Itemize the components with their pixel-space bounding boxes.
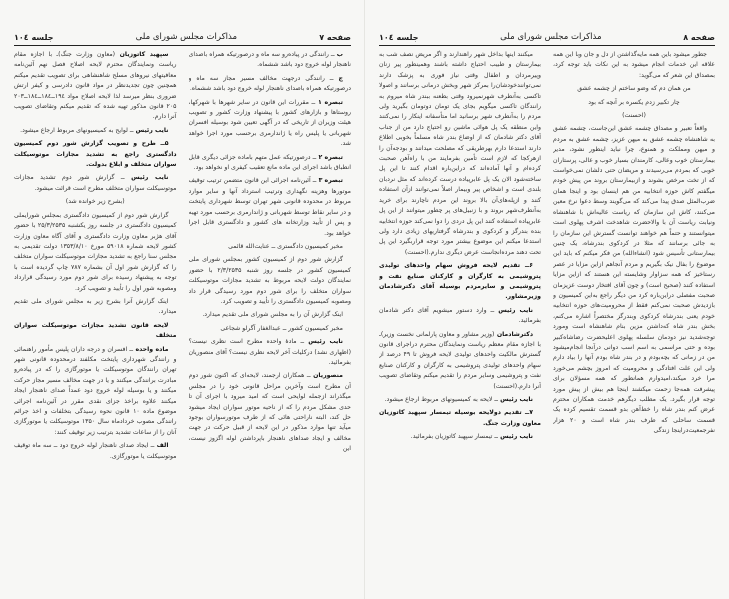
paragraph-text: واقعاً تعبیر و مصداق چشمه عشق این‌جاست، چشمه عشق به شاهنشاه چشمه عشق به میهن عزیز، چشمه عشق به مردم و میهن ومملکت و همنوع، چرا نباید اینطور نشود، مدیر بیمارستان خوب وعالی، کارمندان بسیار خوب و عالی، پرستاران خوبی که بمردم می‌رسیدند و مریضان حتی دلشان نمی‌خواست که از تخت مرخص بشوند و ازبیمارستان بروند من پیش خودم میگفتم کاش حوزه انتخابیه من هم اینسان بود و اینجا همان ضرب‌المثل صدق پیدا می‌کند که می‌گویند وسط دعوا نرخ معین می‌کنند، کاش این سازمان که ریاست عالیه‌اش با شاهنشاه ونیابت ریاست آن با والاحضرت شاهدخت اشرف پهلوی است میتوانستند و حتماً هم خواهند توانست گسترش این سازمان را به جائی برسانند که مثلا در کردکوی بندرشاه، یک چنین بیمارستانی تأسیس شود (انشاءالله) من فکر میکنم که باید این موضوع را بفال نیک بگیریم و مردم آنجاهم ازاین مزایا در عصر رستاخیز که همه سزاوار وشایسته این هستند که ازاین مزایا استفاده کنند (صحیح است) و چون آقای افتخار دوست عزیزمان صحبت مفصلی دراین‌باره کرد من دیگر راجع به‌این کمیسیون و بازدیدش صحبت نمی‌کنم فقط از محرومیت‌های حوزه انتخابیه خودم یعنی بندرشاه کردکوی وبندرگز مختصراً اشاره می‌کنم، بخش بندر شاه که‌داشتن مزین بنام شاهنشاه است ومورد توجه‌شدید نیز دودمان سلسله پهلوی اعلیحضرت رضاشاه‌کبیر بوده و حتی مراسمی به اسم اسب دوانی درآنجا انجام‌میشود من در زمانی که بچه‌بودم و در بندر شاه بودم آنها را بیاد دارم ولی این علت افتادگی و محرومیت که امروز بچشم می‌خورد مرا خرد میکند،امیدوارم همانطور که همه مسؤلان برای پیشرفت همه‌جا زحمت میکشند اینجا هم بیش از پیش مورد توجه قرار بگیرد. یک مطلب دیگرهم خدمت همکاران محترم عرض کنم بندر شاه را خط‌آهن بدو قسمت تقسیم کرده یک قسمت ساحلی که طرف بندر شاه است و ۲۰ هزار نفرجمعیت‌دراینجا زندگی xyxy=(553,125,715,435)
paragraph xyxy=(14,50,177,123)
speaker-name: نایب رئیس xyxy=(304,338,343,346)
speaker-name: تبصره ۱ xyxy=(315,98,343,106)
paragraph-text: ۷ــ تقدیم دولایحه بوسیله تیمسار سپهبد کاتوزیان معاون وزارت جنگ. xyxy=(379,409,541,427)
paragraph-text: ــ همکاران ارجمند، لایحه‌ای که اکنون شور دوم آن مطرح است وآخرین مراحل قانونی خود را در مجلس میگذراند ازجمله لوایحی است که امید میرود با اجرای آن تا حدی مشکل مردم را که از ناحیه موتور سواران ایجاد میشود حل کند، البته ناراحتی هائی که از طرف موتورسواران بوجود میآید تنها موارد مذکور در این لایحه از قبیل حرکت در جهت مخالف و ایجاد صداهای ناهنجار باپرداشتن لوله اگزوز نیست، این xyxy=(188,372,351,453)
paragraph-text: ــ افسران و درجه داران پلیس مأمور راهنمائی و رانندگی شهرداری پایتخت مکلفند درمحدوده قانونی شهر تهران رانندگان موتوسیکلت یا موتورگازی را که در پیاده‌رو مبادرت برانندگی میکنند و یا در جهت مخالف مسیر مجاز حرکت میکنند و یا بوسیله لوله خروج دود عمداً صدای ناهنجار ایجاد میکنند علاوه براخذ جزای نقدی مقرر در آئین‌نامه اجرائی موضوع ماده ۱۰ قانون نحوه رسیدگی بتخلفات و اخذ جرائم رانندگی مصوب خردادماه سال ۱۳۵۰ موتوسیکلت یا موتورگازی آنان را از ساعات تشدید بترتیب زیر توقیف کنند: xyxy=(14,345,177,436)
paragraph-text: ــ لایحه به کمیسیونهای مربوط ارجاع میشود. xyxy=(384,396,498,403)
speaker-name: ج xyxy=(333,74,343,82)
paragraph-text: مخبر کمیسیون دادگستری ــ عنایت‌الله قائمی xyxy=(228,242,343,250)
paragraph xyxy=(14,197,177,207)
right-page-session: جلسه ۱۰٤ xyxy=(379,33,419,42)
speaker-name: سپهبد کاتوزیان xyxy=(115,51,169,58)
paragraph-text: چار تکبیر زدم یکسره بر آنچه که بود xyxy=(588,98,680,106)
paragraph xyxy=(14,297,177,318)
paragraph-text: (معاون وزارت جنگ)ـ با اجازه مقام ریاست ونمایندگان محترم لایحه اصلاح فصل نهم آئین‌نامه معافیتهای نیروهای مسلح شاهنشاهی برای تصویب تقدیم میکنم همچنین چون تجدیدنظر در مواد قانون دادرسی و کیفر ارتش ضروری بنظر میرسد لذا لایحه اصلاح مواد ۱۹٤ــ۱۸٤ــ۱۸٤ــ۲۰۳ ۲۰۵ قانون مذکور تهیه شده که تقدیم میکنم وتقاضای تصویب آنرا دارم. xyxy=(14,51,177,121)
paragraph xyxy=(553,98,715,108)
paragraph xyxy=(14,441,177,462)
paragraph-text: ــ درصورتیکه عمل متهم باماده جزائی دیگری قابل انطباق باشد اجرای این ماده مانع تعقیب کیفری او نخواهد بود. xyxy=(188,153,351,172)
right-header-rule xyxy=(379,45,715,46)
paragraph xyxy=(189,255,352,307)
speaker-name: نایب رئیس xyxy=(498,396,533,403)
right-page-column-right xyxy=(553,50,715,589)
section-heading xyxy=(379,408,541,429)
paragraph xyxy=(553,124,715,436)
left-page-session: جلسه ۱۰٤ xyxy=(14,33,54,42)
left-header-rule xyxy=(14,45,351,46)
paragraph xyxy=(379,432,541,442)
paragraph xyxy=(189,371,352,454)
right-page-header xyxy=(379,30,715,42)
paragraph-text: ــ لوایح به کمیسیونهای مربوط ارجاع میشود. xyxy=(20,126,134,134)
paragraph xyxy=(189,74,352,95)
left-page-header xyxy=(14,30,351,42)
paragraph-text: ــ گزارش شور دوم تشدید مجازات موتوسیکلت سواران متخلف مطرح است قرائت میشود. xyxy=(14,174,177,192)
paragraph xyxy=(379,306,541,327)
paragraph xyxy=(379,50,541,258)
paragraph-text: مخبر کمیسیون کشور ــ عبدالغفار آگرلو شجاعی xyxy=(220,324,343,332)
paragraph-text: ــ مقررات این قانون در سایر شهرها با شهرکها، روستاها و بازارهای کشور با پیشنهاد وزارت کشور و تصویب هیئت وزیران از تاریخی که در آگهی تعیین شود بوسیله افسران شهربانی یا پلیس راه یا ژاندارمری برحسب مورد اجرا خواهد شد. xyxy=(188,98,351,148)
paragraph-text: ۶ــ تقدیم لایحه فروش سهام واحدهای تولیدی پتروشیمی به کارگران و کارکنان صنایع نفت و پتروشیمی و سایرمردم بوسیله آقای دکترشادمان وزیرمشاور. xyxy=(379,262,541,301)
speaker-name: نایب رئیس xyxy=(498,433,533,441)
paragraph xyxy=(189,176,352,238)
paragraph-text: گزارش شور دوم از کمیسیون دادگستری بمجلس شورایملی کمیسیون دادگستری در جلسه روز یکشنبه ۲۵/۳/۲۵۳۵ با حضور آقای هژبر معاون وزارت دادگستری و آقای آگاه معاون وزارت کشور لایحه شماره ۵۹۰۱۸ مورخ ۱۳۵۳/۸/۱۰ دولت تقدیمی به مجلس سنا راجع به تشدید مجازات موتوسیکلت سواران متخلف را که گزارش شور اول آن بشماره ۷۸۷ چاپ گردیده است با توجه به پیشنهاد رسیده برای شور دوم مورد رسیدگی قرارداد ومصوبه شور اول را تأیید و تصویب کرد. xyxy=(14,211,177,292)
section-heading xyxy=(379,261,541,303)
paragraph xyxy=(189,50,352,71)
paragraph xyxy=(553,111,715,121)
right-page-title: مذاکرات مجلس شورای ملی xyxy=(500,32,602,42)
paragraph xyxy=(379,330,541,392)
right-page xyxy=(365,0,729,599)
right-page-column-left xyxy=(379,50,541,589)
left-page-column-left xyxy=(14,50,177,589)
speaker-name: تبصره ۳ xyxy=(316,177,344,185)
paragraph xyxy=(189,324,352,334)
paragraph-text: (احسنت) xyxy=(622,112,646,120)
paragraph xyxy=(189,337,352,368)
speaker-name: نایب رئیس xyxy=(494,306,533,314)
paragraph xyxy=(189,310,352,320)
speaker-name: نایب رئیس xyxy=(124,174,169,182)
speaker-name: الف xyxy=(154,442,169,450)
speaker-name: ب xyxy=(334,51,343,58)
paragraph-text: (وزیر مشاور و معاون پارلمانی نخست وزیر)ـ با اجازه مقام معظم ریاست ونمایندگان محترم دراجرای قانون گسترش مالکیت واحدهای تولیدی لایحه فروش تا ۴۹ درصد از سهام واحدهای تولیدی پتروشیمی به کارگران و کارکنان صنایع نفت و پتروشیمی وسایر مردم را تقدیم میکنم وتقاضای تصویب آنرا دارم.(احسنت) xyxy=(379,330,541,390)
paragraph-text: ــ مادهٔ واحده مطرح است نظری نیست؟ (اظهاری نشد) درکلیات آخر لایحه نظری نیست؟ آقای منصوریان بفرمائید. xyxy=(188,338,351,366)
speaker-name: نایب رئیس xyxy=(133,126,169,134)
paragraph-text: ــ وارد دستور میشویم آقای دکتر شادمان بفرمائید. xyxy=(379,306,541,325)
paragraph xyxy=(379,395,541,405)
right-page-columns xyxy=(379,50,715,589)
paragraph-text: من همان دم که وضو ساختم از چشمه عشق xyxy=(577,85,691,93)
left-page-number: صفحه ۷ xyxy=(319,33,351,42)
paragraph xyxy=(553,84,715,94)
paragraph xyxy=(189,153,352,174)
left-page-title: مذاکرات مجلس شورای ملی xyxy=(135,32,238,42)
paragraph-text: (بشرح زیر خوانده شد) xyxy=(65,198,125,206)
paragraph xyxy=(14,211,177,294)
paragraph-text: گزارش شور دوم از کمیسیون کشور بمجلس شورای ملی کمیسیون کشور در جلسه روز شنبه ۲/۳/۲۵۳۵ با حضور نمایندگان دولت لایحه مربوط به تشدید مجازات موتوسیکلت سواران متخلف را برای شور دوم مورد رسیدگی قرار داد ومصوبه کمیسیون دادگستری را تأیید و تصویب کرد. xyxy=(188,256,351,305)
paragraph-text: جطور میشود باین همه مایه‌گذاشتن از دل و جان وبا این همه علاقه این خدمات انجام میشود به این نکات باید توجه کرد، بمصداق این شعر که می‌گوید: xyxy=(553,51,715,79)
paragraph-text: ــ آئین‌نامه اجرائی این قانون متضمن ترتیب توقیف موتورها وهزینه نگهداری وترتیب استرداد آنها و سایر موارد مربوط در محدوده قانونی شهر تهران توسط شهرداری پایتخت و در سایر نقاط توسط شهربانی و ژاندارمری برحسب مورد تهیه و پس از تأیید وزارتخانه های کشور و دادگستری قابل اجرا خواهد بود. xyxy=(188,177,351,237)
paragraph-text: ــ رانندگی در پیاده‌رو سه ماه و درصورتیکه همراه باصدای ناهنجار لوله خروج دود باشد ششماه. xyxy=(188,51,351,69)
speaker-name: تبصره ۲ xyxy=(316,153,343,161)
paragraph xyxy=(14,126,177,136)
paragraph-text: میکنند اینها بداخل شهر راهندارند و اگر مریض نصف شب به بیمارستان و طبیب احتیاج داشته باشند وهمینطور پیر زنان وپیرمردان و اطفال وقتی نیاز فوری به پزشک دارند نمی‌توانندخودشان‌را بمرکز شهر وبخش درمانی برسانند و اصولا تاکسی به‌آنطرف شهرنمیرود وقتی بطعنه ببندر شاه میروم به رانندگان تاکسی میگویم بجای یک تومان دوتومان بگیرید ولی مردم را به‌آنطرف شهر برسانید اما متأسفانه اینکار را نمی‌کنند واین منطقه یک پل هوائی ماشین رو احتیاج دارد من از جناب آقای دکتر شادمان که از اوضاع بندر شاه مسلماً بخوبی اطلاع دارند استدعا دارم بهرطریقی که مصلحت میدانند و بودجه‌آن را ازهرکجا که لازم است تأمین بفرمایند من با راه‌آهن صحبت کرده‌ام و آنها آماده‌اند که دراین‌باره اقدام کنند تا این پل ساخته‌شود الان یک پل عابرپیاده درست کرده‌اند که مثل نردبان بلندی است و اشخاص پیر وبیمار اصلاً نمی‌توانند ازآن استفاده کنند و ازپله‌های‌آن بالا بروند این مردم ناچارند برای خرید به‌آنطرف‌شهر بروند و با زنبیل‌های پر چطور میتوانند از این پل عابرپیاده استفاده کنند این پل دردی را دوا نمی‌کند حوزه انتخابیه بنده بندرگز و کردکوی و بندرشاه گرفتاریهای زیادی دارد ولی استدعا میکنم این موضوع بیشتر مورد توجه قراربگیرد این پل تحت دهند مرده‌انجاست عرض دیگری ندارم.(احسنت) xyxy=(379,51,541,256)
paragraph-text: ــ تیمسار سپهبد کاتوزیان بفرمائید. xyxy=(410,433,498,441)
speaker-name: دکترشادمان xyxy=(494,330,533,338)
paragraph-text: ــ رانندگی درجهت مخالف مسیر مجاز سه ماه و درصورتیکه همراه باصدای ناهنجار لوله خروج دود باشد ششماه. xyxy=(188,74,351,93)
speaker-name: ماده واحده xyxy=(133,345,169,353)
paragraph xyxy=(189,242,352,252)
paragraph-text: اینک گزارش آن را به مجلس شورای ملی تقدیم میدارد. xyxy=(202,311,343,319)
paragraph xyxy=(14,173,177,194)
paragraph-text: ۵ــ طرح و تصویب گزارش شور دوم کمیسیون دادگستری راجع به تشدید مجازات موتوسیکلت سواران متخلف و ابلاغ بدولت. xyxy=(14,140,177,169)
left-page-columns xyxy=(14,50,351,589)
left-page-column-right xyxy=(189,50,352,589)
section-heading xyxy=(14,321,177,342)
paragraph xyxy=(553,50,715,81)
paragraph xyxy=(189,98,352,150)
speaker-name: منصوریان xyxy=(310,372,343,380)
paragraph-text: اینک گزارش آنرا بشرح زیر به مجلس شورای ملی تقدیم میدارد. xyxy=(14,297,177,316)
right-page-number: صفحه ۸ xyxy=(683,33,715,42)
paragraph xyxy=(14,345,177,439)
section-heading xyxy=(14,139,177,170)
paragraph-text: لایحه قانون تشدید مجازات موتوسیکلت سواران متخلف xyxy=(14,321,177,340)
paragraph-text: ــ ایجاد صدای ناهنجار لوله خروج دود ــ سه ماه توقیف موتوسیکلت یا موتورگازی. xyxy=(14,442,177,460)
